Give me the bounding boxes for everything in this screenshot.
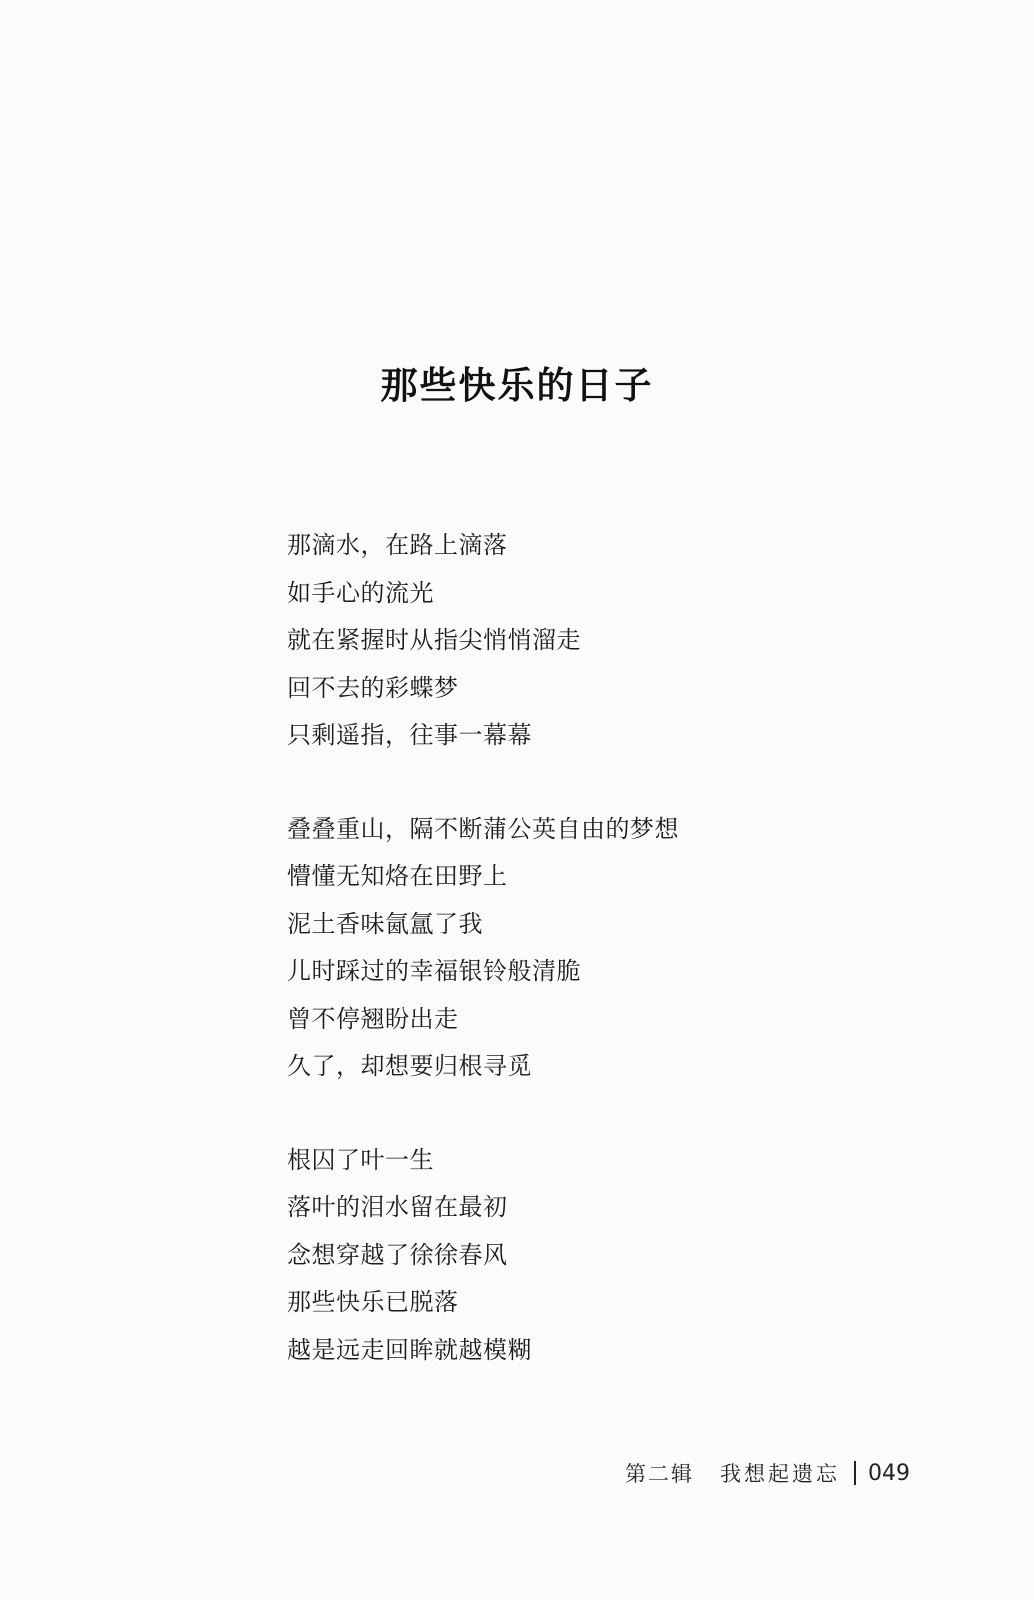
stanza — [287, 806, 847, 1091]
poem-line: 久了，却想要归根寻觅 — [287, 1052, 532, 1080]
poem-line: 那些快乐已脱落 — [287, 1288, 459, 1316]
poem-line: 泥土香味氤氲了我 — [287, 909, 483, 938]
poem-line: 只剩遥指，往事一幕幕 — [287, 721, 532, 749]
stanza — [287, 1137, 847, 1375]
poem-title: 那些快乐的日子 — [380, 363, 654, 407]
footer-chapter: 我想起遗忘 — [720, 1462, 840, 1486]
poem-line: 念想穿越了徐徐春风 — [287, 1240, 508, 1269]
poem-line: 越是远走回眸就越模糊 — [287, 1335, 532, 1364]
poem-line: 根囚了叶一生 — [287, 1145, 434, 1174]
poem-line: 叠叠重山，隔不断蒲公英自由的梦想 — [287, 814, 679, 843]
poem-line: 落叶的泪水留在最初 — [287, 1193, 508, 1221]
poem-line: 回不去的彩蝶梦 — [287, 673, 459, 702]
poem-line: 那滴水，在路上滴落 — [287, 531, 508, 559]
poem-line: 曾不停翘盼出走 — [287, 1004, 459, 1033]
footer-divider — [854, 1461, 856, 1485]
poem-body — [287, 522, 847, 1420]
poem-line: 儿时踩过的幸福银铃般清脆 — [287, 957, 581, 985]
poem-line: 就在紧握时从指尖悄悄溜走 — [287, 626, 581, 654]
stanza — [287, 522, 847, 760]
page-footer — [625, 1458, 910, 1488]
footer-section: 第二辑 — [625, 1462, 694, 1486]
poem-line: 懵懂无知烙在田野上 — [287, 862, 508, 890]
page-number: 049 — [868, 1460, 910, 1486]
poem-line: 如手心的流光 — [287, 578, 434, 607]
